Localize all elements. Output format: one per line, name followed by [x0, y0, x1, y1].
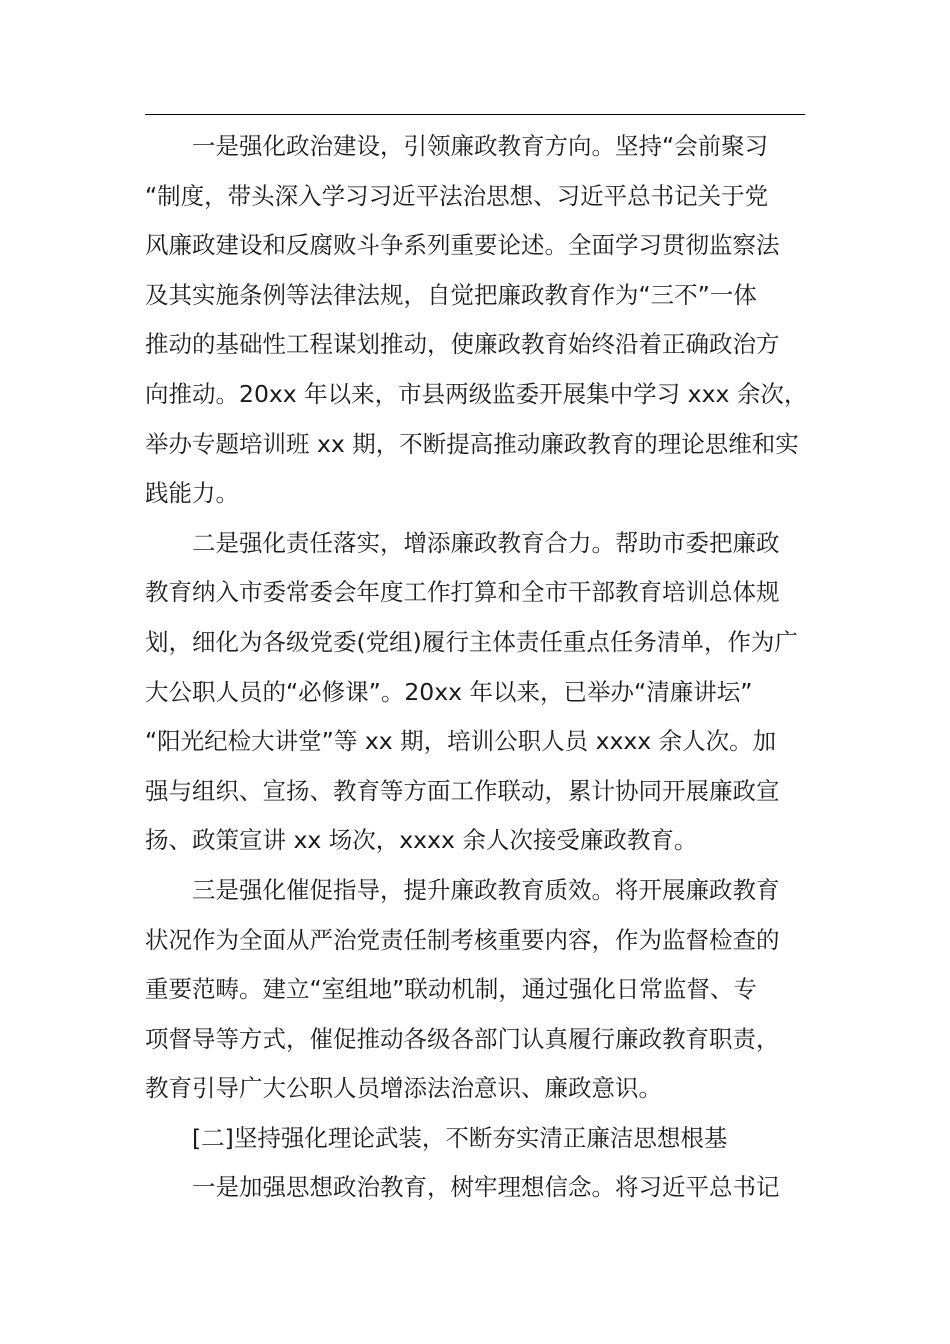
text-line: 状况作为全面从严治党责任制考核重要内容，作为监督检查的: [145, 925, 780, 954]
text-line: 项督导等方式，催促推动各级各部门认真履行廉政教育职责，: [145, 1024, 780, 1053]
text-line: 强与组织、宣扬、教育等方面工作联动，累计协同开展廉政宣: [145, 776, 780, 805]
text-line: 教育纳入市委常委会年度工作打算和全市干部教育培训总体规: [145, 578, 780, 607]
paragraph: [145, 122, 807, 519]
paragraph: [145, 866, 807, 1114]
text-line: 践能力。: [145, 479, 239, 508]
text-line: 三是强化催促指导，提升廉政教育质效。将开展廉政教育: [192, 875, 780, 904]
text-line: “阳光纪检大讲堂”等 xx 期，培训公职人员 xxxx 余人次。加: [145, 727, 777, 756]
text-line: 重要范畴。建立“室组地”联动机制，通过强化日常监督、专: [145, 975, 757, 1004]
document-body: [145, 122, 807, 1213]
text-line: 一是强化政治建设，引领廉政教育方向。坚持“会前聚习: [192, 132, 769, 160]
section-heading: [145, 1114, 807, 1164]
text-line: 向推动。20xx 年以来，市县两级监委开展集中学习 xxx 余次，: [145, 379, 807, 408]
text-line: 扬、政策宣讲 xx 场次，xxxx 余人次接受廉政教育。: [145, 826, 698, 855]
text-line: 大公职人员的“必修课”。20xx 年以来，已举办“清廉讲坛”: [145, 677, 753, 706]
text-line: 二是强化责任落实，增添廉政教育合力。帮助市委把廉政: [192, 528, 780, 557]
paragraph: [145, 1163, 807, 1213]
text-line: “制度，带头深入学习习近平法治思想、习近平总书记关于党: [145, 181, 769, 210]
text-line: 及其实施条例等法律法规，自觉把廉政教育作为“三不”一体: [145, 280, 757, 309]
text-line: 划，细化为各级党委(党组)履行主体责任重点任务清单，作为广: [145, 627, 798, 656]
text-line: 举办专题培训班 xx 期，不断提高推动廉政教育的理论思维和实: [145, 429, 799, 458]
text-line: [二]坚持强化理论武装，不断夯实清正廉洁思想根基: [192, 1123, 728, 1152]
header-rule: [145, 114, 805, 115]
text-line: 推动的基础性工程谋划推动，使廉政教育始终沿着正确政治方: [145, 330, 780, 359]
text-line: 一是加强思想政治教育，树牢理想信念。将习近平总书记: [192, 1173, 780, 1202]
text-line: 教育引导广大公职人员增添法治意识、廉政意识。: [145, 1074, 662, 1103]
text-line: 风廉政建设和反腐败斗争系列重要论述。全面学习贯彻监察法: [145, 231, 780, 260]
paragraph: [145, 519, 807, 866]
